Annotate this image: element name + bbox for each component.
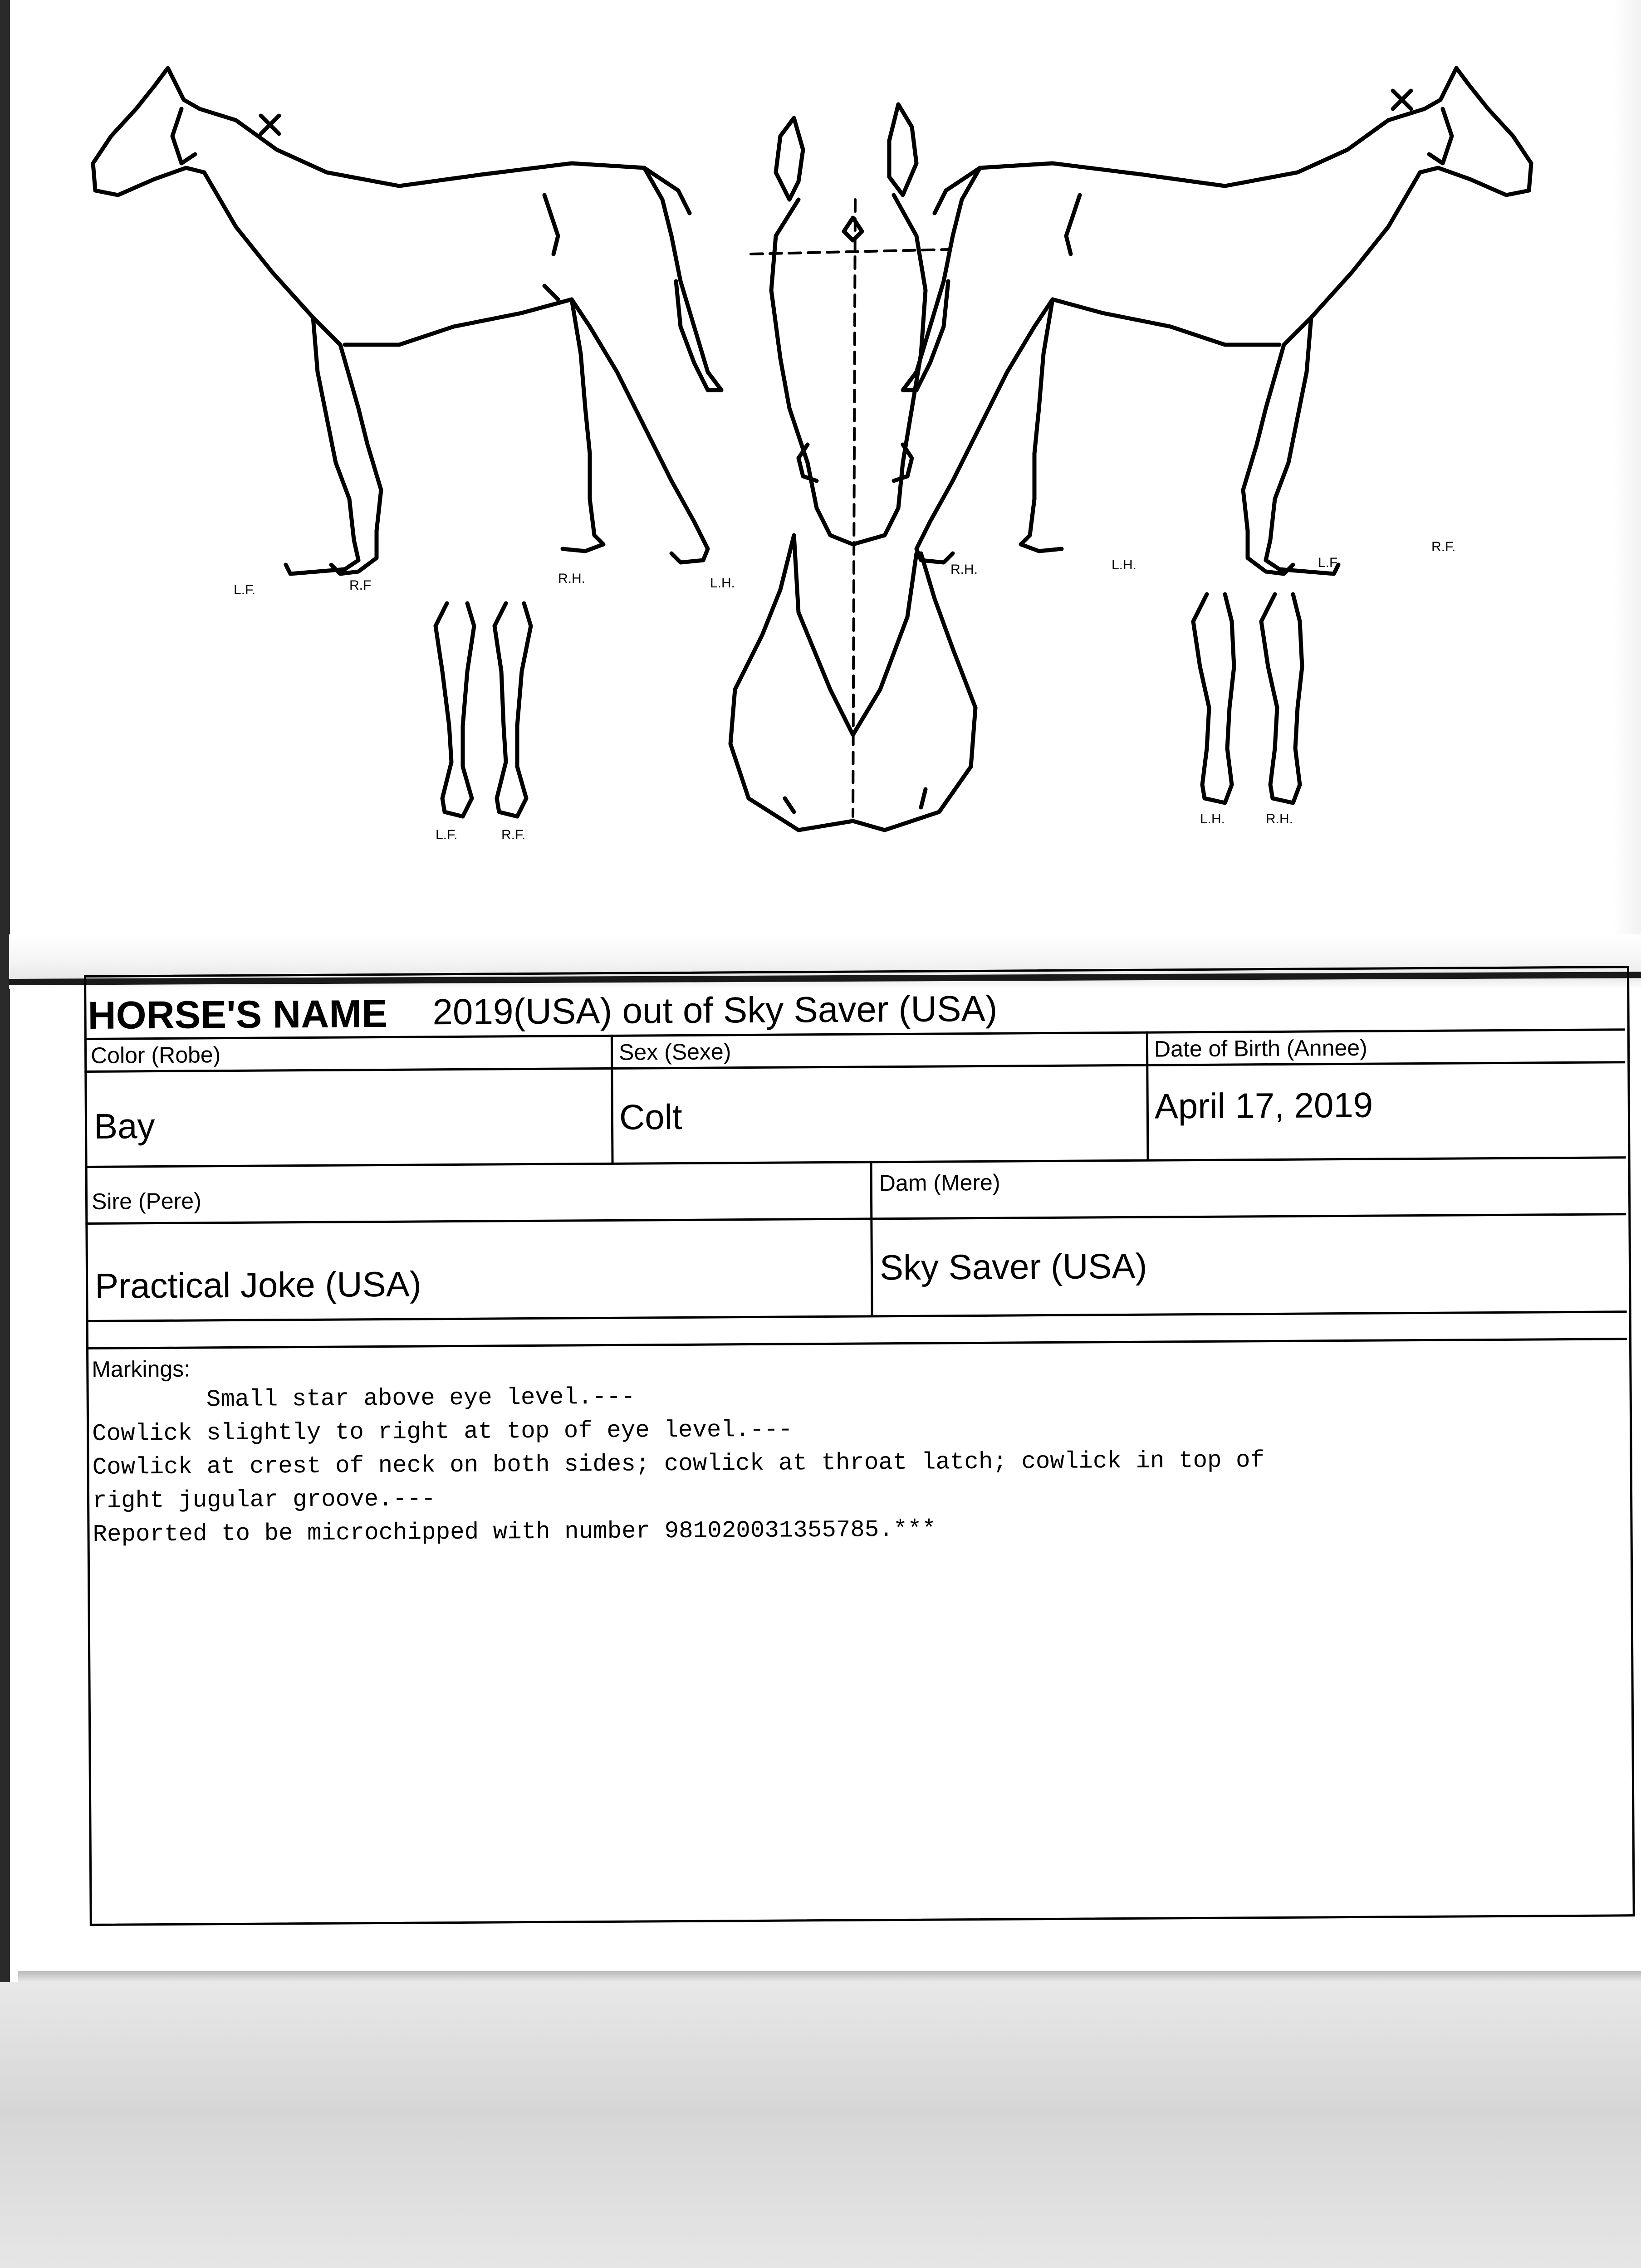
right-horse-label: R.F. [1431,539,1456,554]
front-legs-outline [436,603,531,816]
sire-label: Sire (Pere) [91,1188,201,1214]
horse-name-label: HORSE'S NAME [88,992,388,1037]
marking-cross [1393,91,1411,109]
sex-value: Colt [619,1096,682,1137]
scanner-background [0,1982,1641,2268]
hind-legs-label: L.H. [1200,811,1225,826]
marking-cross [261,116,279,134]
front-legs-label: R.F. [501,827,526,842]
front-legs-label: L.F. [436,827,458,842]
horse-name-row [84,966,1622,1038]
hind-legs-outline [1193,594,1302,803]
right-side-horse-outline [903,68,1531,574]
left-side-horse-outline [93,68,721,574]
left-horse-label: L.H. [710,576,735,591]
right-horse-label: R.H. [950,562,978,577]
left-horse-label: R.H. [558,571,585,586]
sex-label: Sex (Sexe) [618,1039,731,1065]
right-horse-label: L.H. [1112,557,1137,572]
date-of-birth-value: April 17, 2019 [1154,1085,1373,1126]
markings-label: Markings: [92,1356,191,1382]
dam-value: Sky Saver (USA) [879,1246,1147,1288]
identification-form [84,966,1632,1923]
hind-legs-label: R.H. [1266,811,1293,826]
left-horse-label: R.F [349,578,372,593]
sire-value: Practical Joke (USA) [94,1264,421,1306]
date-of-birth-label: Date of Birth (Annee) [1154,1035,1367,1062]
color-label: Color (Robe) [90,1042,221,1068]
horse-markings-diagram [0,0,1641,934]
page-shadow [18,1971,1641,1984]
dam-label: Dam (Mere) [879,1169,1000,1196]
right-horse-label: L.F. [1318,555,1340,570]
color-value: Bay [93,1106,155,1146]
left-horse-label: L.F. [234,582,256,597]
horse-name-value: 2019(USA) out of Sky Saver (USA) [432,988,998,1032]
markings-text: Small star above eye level.--- Cowlick slightly to right at top of eye level.--- Cowlick at crest of neck on both sides; cowlick at throat latch; cowlick in top of right jugular groove.--- Reported to be microchipped with number 981020031355785.*** [92,1383,1265,1548]
